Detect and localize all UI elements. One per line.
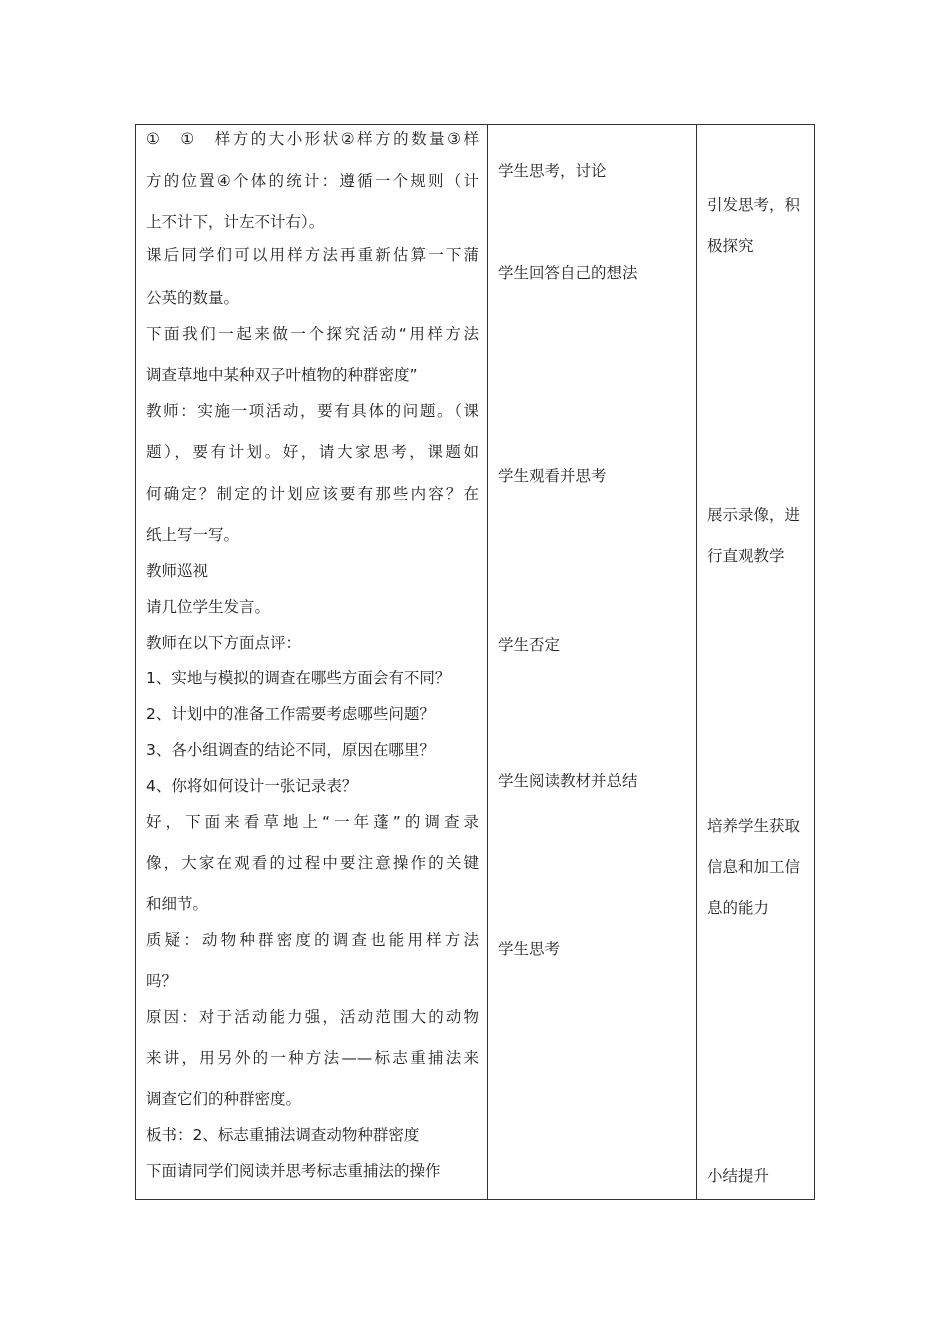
text-line: 公英的数量。 [146, 289, 240, 307]
text-line: 题），要有计划。好，请大家思考，课题如 [146, 443, 479, 461]
text-line: 教师在以下方面点评： [146, 634, 302, 652]
text-line: 调查它们的种群密度。 [146, 1090, 302, 1108]
text-line: 学生否定 [498, 636, 561, 654]
text-line: 请几位学生发言。 [146, 598, 271, 616]
text-line: 4、你将如何设计一张记录表？ [146, 777, 358, 795]
text-line: 上不计下，计左不计右）。 [146, 213, 325, 231]
text-line: 学生思考，讨论 [498, 162, 607, 180]
text-line: 小结提升 [707, 1167, 770, 1185]
text-line: 教师：实施一项活动，要有具体的问题。（课 [146, 402, 479, 420]
text-line: 调查草地中某种双子叶植物的种群密度” [146, 366, 418, 384]
text-line: 课后同学们可以用样方法再重新估算一下蒲 [146, 246, 479, 264]
text-line: 原因：对于活动能力强，活动范围大的动物 [146, 1008, 479, 1026]
text-line: ① ① 样方的大小形状②样方的数量③样 [146, 130, 479, 148]
text-line: 3、各小组调查的结论不同，原因在哪里？ [146, 741, 435, 759]
text-line: 行直观教学 [707, 547, 785, 565]
text-line: 像，大家在观看的过程中要注意操作的关键 [146, 854, 479, 872]
text-line: 展示录像，进 [707, 506, 801, 524]
text-line: 学生阅读教材并总结 [498, 772, 638, 790]
text-line: 和细节。 [146, 895, 209, 913]
text-line: 方的位置④个体的统计：遵循一个规则（计 [146, 172, 479, 190]
text-line: 2、计划中的准备工作需要考虑哪些问题？ [146, 705, 435, 723]
text-line: 1、实地与模拟的调查在哪些方面会有不同？ [146, 669, 451, 687]
text-line: 吗？ [146, 972, 178, 990]
column-divider [696, 125, 697, 1199]
text-line: 下面请同学们阅读并思考标志重捕法的操作 [146, 1162, 441, 1180]
text-line: 培养学生获取 [707, 817, 801, 835]
text-line: 引发思考，积 [707, 196, 801, 214]
text-line: 板书：2、标志重捕法调查动物种群密度 [146, 1126, 420, 1144]
text-line: 教师巡视 [146, 562, 209, 580]
text-line: 极探究 [707, 237, 754, 255]
text-line: 学生回答自己的想法 [498, 264, 638, 282]
text-line: 学生观看并思考 [498, 467, 607, 485]
text-line: 息的能力 [707, 899, 770, 917]
text-line: 纸上写一写。 [146, 526, 240, 544]
text-line: 下面我们一起来做一个探究活动“用样方法 [146, 325, 479, 343]
text-line: 何确定？制定的计划应该要有那些内容？在 [146, 485, 479, 503]
column-divider [487, 125, 488, 1199]
text-line: 来讲，用另外的一种方法——标志重捕法来 [146, 1049, 479, 1067]
text-line: 信息和加工信 [707, 858, 801, 876]
text-line: 质疑：动物种群密度的调查也能用样方法 [146, 931, 479, 949]
text-line: 好，下面来看草地上“一年蓬”的调查录 [146, 813, 479, 831]
lesson-table [135, 124, 815, 1200]
text-line: 学生思考 [498, 940, 561, 958]
